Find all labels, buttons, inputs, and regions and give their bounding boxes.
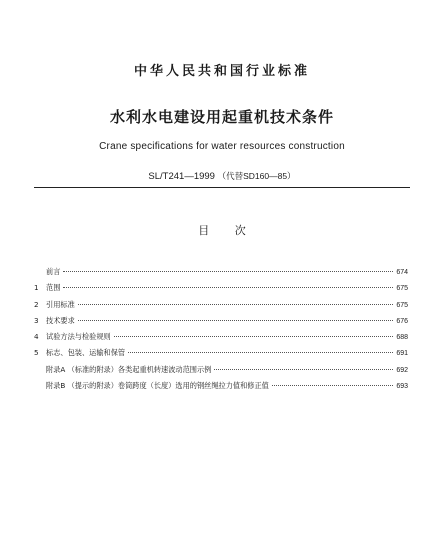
toc-entry-test-methods[interactable] [34,332,408,348]
toc-entry-appendix-b[interactable] [34,381,408,397]
toc-leader-dots [63,287,393,288]
toc-leader-dots [272,385,393,386]
document-title-chinese: 水利水电建设用起重机技术条件 [109,108,334,126]
standard-code-line [0,170,444,182]
toc-entry-label: 范围 [46,283,61,293]
toc-entry-label: 技术要求 [46,315,75,325]
toc-entry-page: 675 [396,285,408,293]
toc-entry-number: 5 [34,348,39,358]
toc-entry-normative-references[interactable] [34,300,408,316]
toc-leader-dots [114,336,394,337]
toc-entry-foreword[interactable] [34,267,408,283]
toc-entry-number: 2 [34,299,39,309]
toc-leader-dots [63,271,393,272]
toc-entry-scope[interactable] [34,283,408,299]
document-title-english: Crane specifications for water resources construction [99,141,345,152]
toc-entry-number: 3 [34,315,39,325]
toc-heading: 目 次 [198,224,246,237]
toc-leader-dots [214,369,393,370]
toc-entry-page: 691 [396,350,408,358]
toc-entry-marking-packaging[interactable] [34,348,408,364]
table-of-contents [34,267,408,397]
toc-entry-page: 675 [396,301,408,309]
toc-leader-dots [128,352,393,353]
toc-entry-page: 674 [396,269,408,276]
toc-entry-label: 试验方法与检验规则 [46,332,111,342]
toc-entry-page: 688 [396,334,408,342]
toc-entry-page: 693 [396,383,408,391]
toc-entry-number: 1 [34,283,39,293]
toc-entry-appendix-a[interactable] [34,365,408,381]
horizontal-rule [34,187,410,188]
toc-leader-dots [78,304,394,305]
toc-entry-number: 4 [34,332,39,342]
toc-entry-label: 附录A （标准的附录）各类起重机转速波动范围示例 [46,364,212,374]
toc-entry-label: 前言 [46,267,61,276]
replaces-note: （代替SD160—85） [217,171,296,181]
toc-entry-label: 标志、包装、运输和保管 [46,348,126,358]
standard-code: SL/T241—1999 [148,171,215,182]
industry-standard-header: 中华人民共和国行业标准 [133,64,310,79]
toc-entry-label: 引用标准 [46,299,75,309]
toc-entry-page: 692 [396,366,408,374]
toc-entry-technical-requirements[interactable] [34,316,408,332]
toc-leader-dots [78,320,394,321]
toc-entry-label: 附录B （提示的附录）卷筒跨度（长度）选用的钢丝绳拉力值和修正值 [46,381,269,391]
toc-entry-page: 676 [396,317,408,325]
